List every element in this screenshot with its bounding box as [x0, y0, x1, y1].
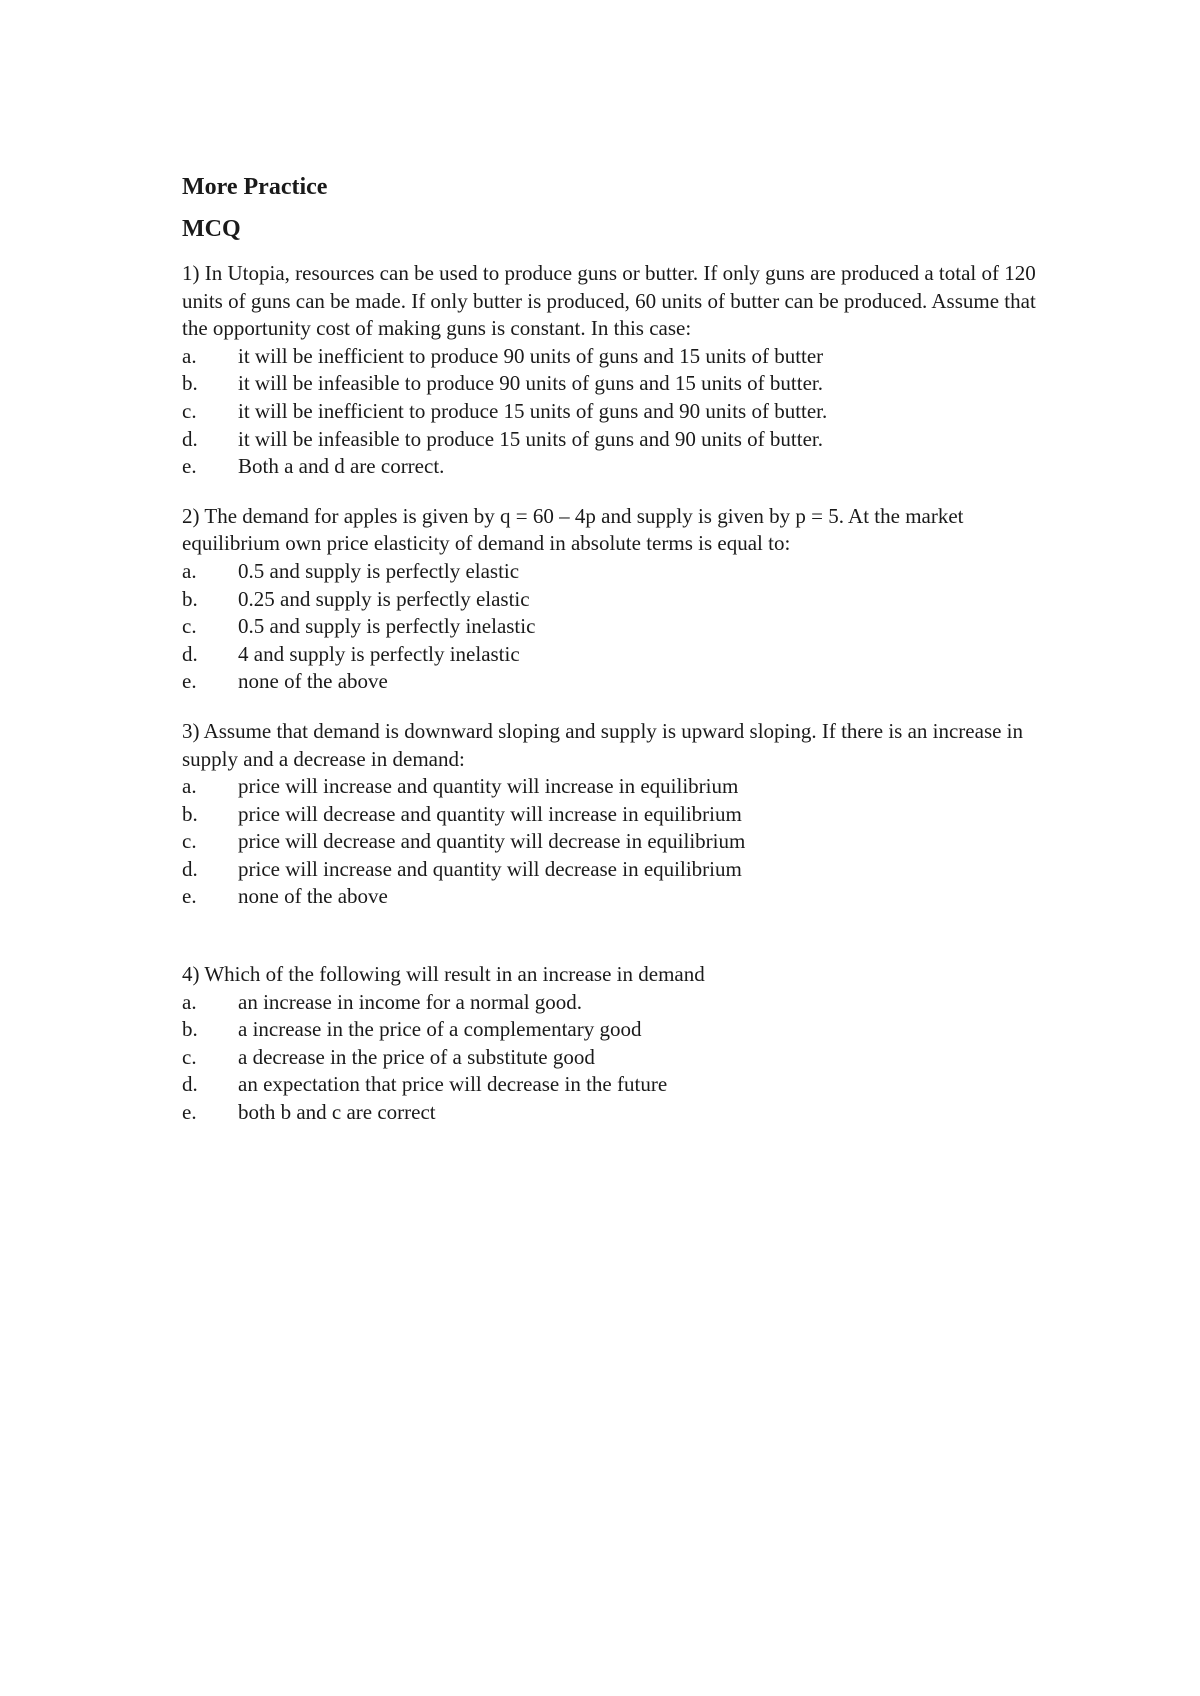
option-text: a decrease in the price of a substitute good [238, 1044, 595, 1069]
option-letter: a. [182, 343, 197, 368]
option-text: an increase in income for a normal good. [238, 989, 583, 1014]
option-text: it will be inefficient to produce 15 units of guns and 90 units of butter. [238, 398, 828, 423]
option-letter: d. [182, 641, 198, 666]
option-e [182, 453, 1042, 481]
document-page [182, 172, 1042, 1127]
option-c [182, 613, 1042, 641]
option-letter: d. [182, 1072, 198, 1097]
question-stem: 4) Which of the following will result in an increase in demand [182, 962, 705, 987]
option-letter: c. [182, 1044, 197, 1069]
option-letter: b. [182, 586, 198, 611]
option-b [182, 370, 1042, 398]
option-letter: b. [182, 371, 198, 396]
option-text: an expectation that price will decrease in the future [238, 1072, 668, 1097]
option-b [182, 586, 1042, 614]
option-e [182, 1099, 1042, 1127]
option-text: 0.5 and supply is perfectly inelastic [238, 614, 536, 639]
question-4 [182, 961, 1042, 1127]
option-text: 0.25 and supply is perfectly elastic [238, 586, 530, 611]
option-text: 4 and supply is perfectly inelastic [238, 641, 520, 666]
option-d [182, 641, 1042, 669]
option-letter: e. [182, 669, 197, 694]
option-text: price will decrease and quantity will increase in equilibrium [238, 801, 742, 826]
option-e [182, 668, 1042, 696]
question-stem: 3) Assume that demand is downward sloping and supply is upward sloping. If there is an increase in supply and a decrease in demand: [182, 718, 1024, 771]
option-d [182, 856, 1042, 884]
option-b [182, 801, 1042, 829]
option-text: price will decrease and quantity will decrease in equilibrium [238, 829, 746, 854]
option-a [182, 773, 1042, 801]
option-text: price will increase and quantity will decrease in equilibrium [238, 856, 742, 881]
option-letter: c. [182, 829, 197, 854]
option-d [182, 426, 1042, 454]
option-letter: a. [182, 774, 197, 799]
option-c [182, 1044, 1042, 1072]
option-text: Both a and d are correct. [238, 454, 445, 479]
option-letter: b. [182, 801, 198, 826]
page-title: More Practice [182, 174, 328, 200]
option-text: price will increase and quantity will increase in equilibrium [238, 774, 739, 799]
option-b [182, 1016, 1042, 1044]
question-1 [182, 260, 1042, 481]
option-letter: d. [182, 426, 198, 451]
question-2 [182, 503, 1042, 696]
option-letter: e. [182, 884, 197, 909]
option-letter: a. [182, 558, 197, 583]
option-text: both b and c are correct [238, 1100, 436, 1125]
question-stem: 1) In Utopia, resources can be used to produce guns or butter. If only guns are produced a total of 120 units of guns can be made. If only butter is produced, 60 units of butter can be produced. Assume that the opportunity cost of making guns is constant. In this case: [182, 261, 1036, 341]
section-heading: MCQ [182, 216, 241, 242]
option-letter: c. [182, 398, 197, 423]
option-text: none of the above [238, 884, 388, 909]
option-text: it will be inefficient to produce 90 units of guns and 15 units of butter [238, 343, 824, 368]
option-letter: a. [182, 989, 197, 1014]
question-3 [182, 718, 1042, 911]
option-text: 0.5 and supply is perfectly elastic [238, 558, 520, 583]
option-c [182, 828, 1042, 856]
option-a [182, 343, 1042, 371]
option-a [182, 558, 1042, 586]
question-stem: 2) The demand for apples is given by q = 60 – 4p and supply is given by p = 5. At the market equilibrium own price elasticity of demand in absolute terms is equal to: [182, 503, 964, 556]
option-c [182, 398, 1042, 426]
option-letter: c. [182, 614, 197, 639]
option-text: none of the above [238, 669, 388, 694]
option-e [182, 883, 1042, 911]
option-text: it will be infeasible to produce 15 units of guns and 90 units of butter. [238, 426, 823, 451]
option-text: a increase in the price of a complementary good [238, 1017, 642, 1042]
option-letter: d. [182, 856, 198, 881]
option-text: it will be infeasible to produce 90 units of guns and 15 units of butter. [238, 371, 823, 396]
option-letter: e. [182, 1100, 197, 1125]
option-a [182, 989, 1042, 1017]
option-letter: e. [182, 454, 197, 479]
option-letter: b. [182, 1017, 198, 1042]
option-d [182, 1071, 1042, 1099]
